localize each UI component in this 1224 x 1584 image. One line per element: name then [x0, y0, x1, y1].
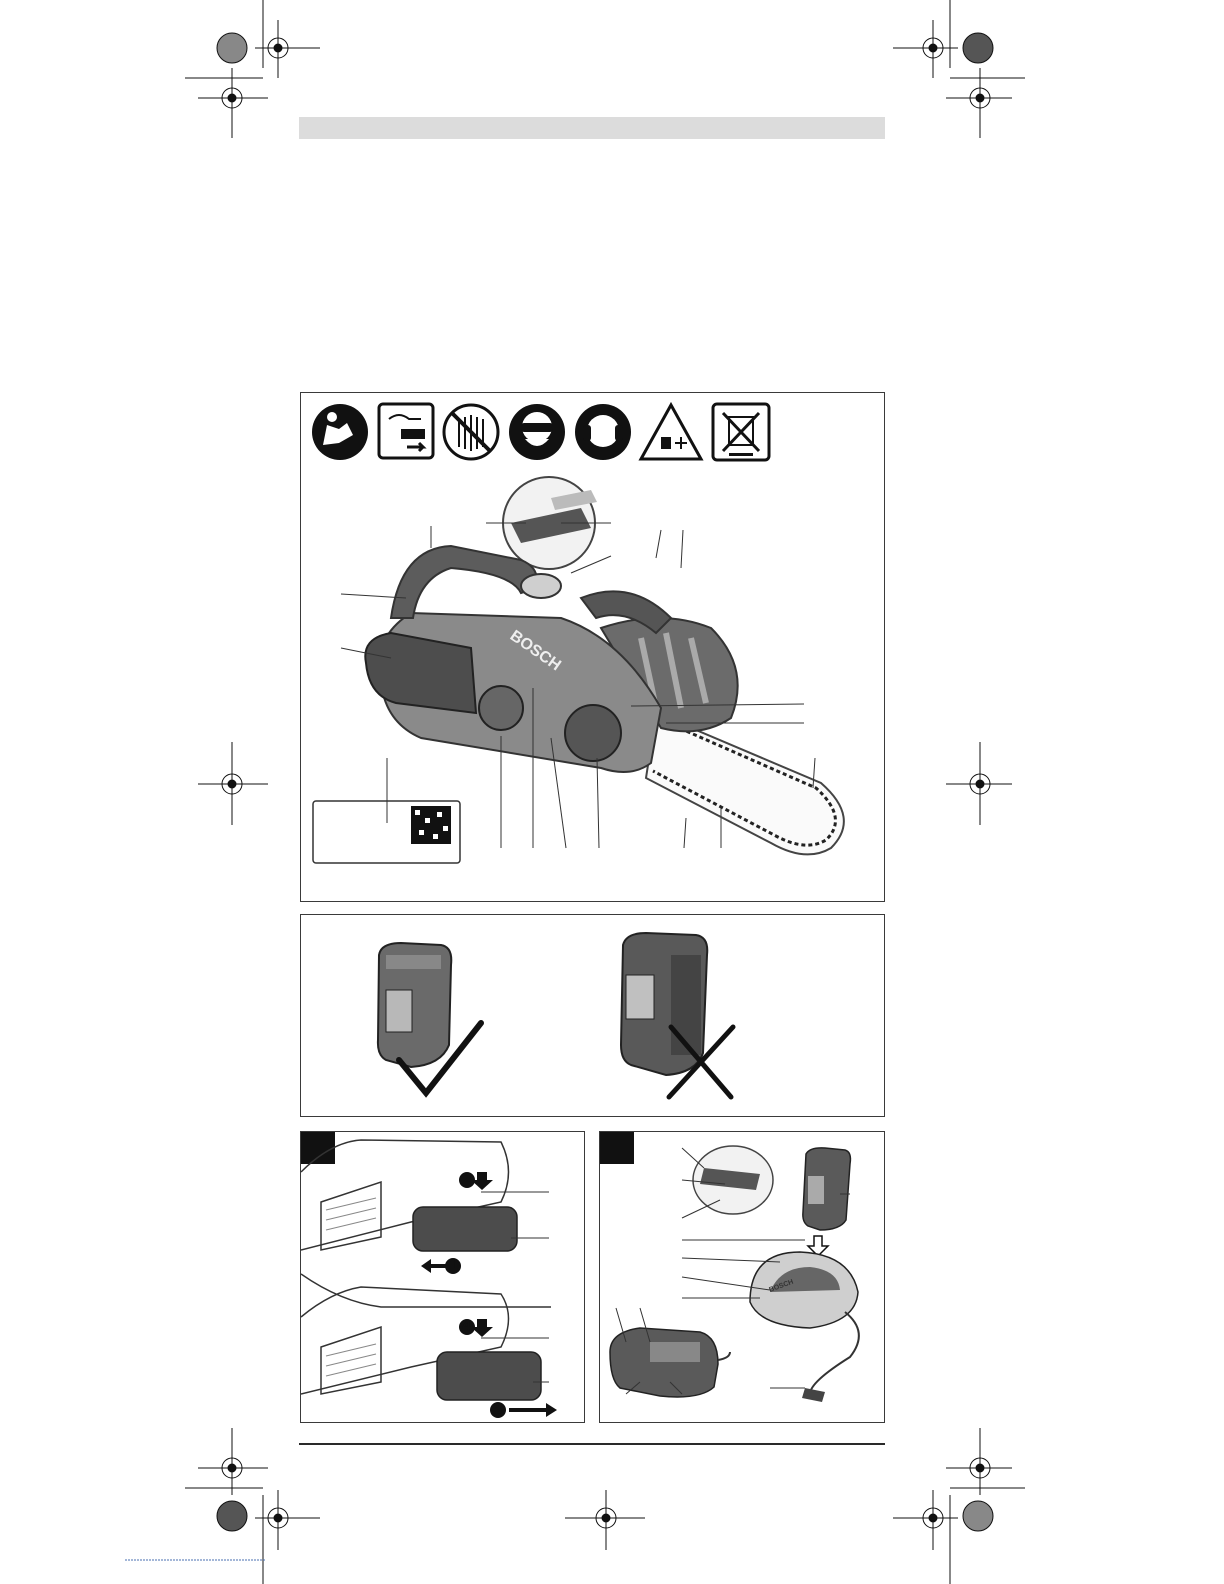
no-rain-icon — [444, 405, 498, 459]
charger-al-3620 — [610, 1328, 718, 1397]
read-manual-icon — [312, 404, 368, 460]
tensioning-knob — [479, 686, 523, 730]
step-1-label: 1 — [447, 1256, 459, 1274]
wear-eye-protection-icon — [509, 404, 565, 460]
no-household-waste-icon — [713, 404, 769, 460]
brand-logo: BOSCH — [506, 627, 564, 675]
wear-ear-protection-icon — [575, 404, 631, 460]
oil-tank-cap — [521, 574, 561, 598]
disconnect-battery-icon — [379, 404, 433, 458]
chainsaw-overview-figure — [300, 392, 885, 902]
battery-upright — [378, 943, 451, 1067]
battery-removal-figure — [300, 1131, 585, 1423]
footer-rule — [299, 1443, 885, 1445]
step-4-label: 4 — [461, 1317, 473, 1335]
battery-pack — [365, 633, 476, 713]
battery-pack-inserting — [413, 1207, 517, 1251]
header-bar — [299, 117, 885, 139]
chainsaw-illustration — [301, 468, 883, 898]
battery-pack-removing — [437, 1352, 541, 1400]
step-3-label: 3 — [492, 1400, 504, 1418]
battery-orientation-figure — [300, 914, 885, 1117]
safety-icons-row — [309, 401, 779, 463]
electrical-hazard-warning-icon — [641, 405, 701, 459]
sprocket-cover-knob — [565, 705, 621, 761]
mains-plug — [802, 1388, 825, 1402]
step-2-label: 2 — [461, 1170, 473, 1188]
rear-handle — [391, 546, 537, 618]
charging-figure — [599, 1131, 885, 1423]
charger-brand-logo: BOSCH — [768, 1278, 795, 1294]
